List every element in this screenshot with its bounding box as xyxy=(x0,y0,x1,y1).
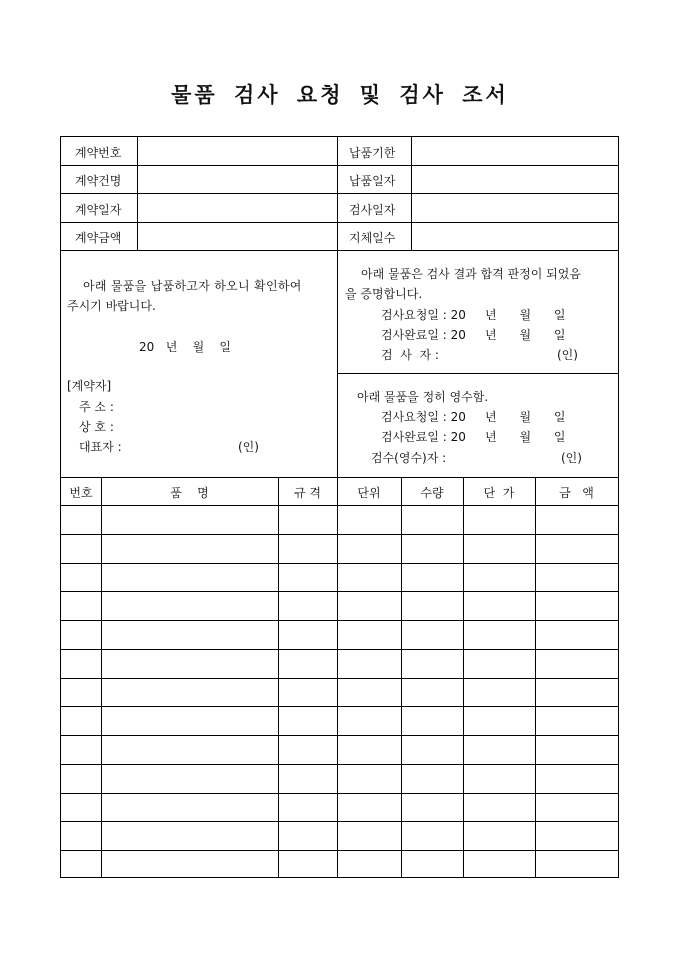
row-divider xyxy=(61,193,618,194)
receiver: 검수(영수)자 : xyxy=(371,451,447,465)
receipt-request-date: 검사요청일 : 20 년 월 일 xyxy=(381,410,566,424)
table-header-cell: 품 명 xyxy=(170,486,209,500)
contractor-seal: (인) xyxy=(238,440,259,454)
form-frame xyxy=(60,136,619,878)
table-header-cell: 금 액 xyxy=(559,486,594,500)
col-divider xyxy=(411,137,412,250)
delivery-date-label: 납품일자 xyxy=(349,174,396,188)
inspection-request-date: 검사요청일 : 20 년 월 일 xyxy=(381,308,566,322)
contractor-address: 주 소 : xyxy=(79,400,114,414)
contract-number-label: 계약번호 xyxy=(75,146,122,160)
table-column-divider xyxy=(278,477,279,877)
table-column-divider xyxy=(535,477,536,877)
table-column-divider xyxy=(337,477,338,877)
row-divider xyxy=(61,250,618,251)
table-header-cell: 수량 xyxy=(420,486,444,500)
table-header-cell: 단 가 xyxy=(483,486,515,500)
request-text-line1: 아래 물품을 납품하고자 하오니 확인하여 xyxy=(83,279,302,293)
section-divider xyxy=(337,373,618,374)
contractor-representative: 대표자 : xyxy=(79,440,122,454)
inspection-text-line2: 을 증명합니다. xyxy=(345,287,423,301)
request-date: 20 년 월 일 xyxy=(139,340,232,354)
receiver-seal: (인) xyxy=(561,451,582,465)
contract-name-label: 계약건명 xyxy=(75,174,122,188)
document-title: 물품 검사 요청 및 검사 조서 xyxy=(171,82,509,107)
center-divider xyxy=(337,137,338,477)
delay-days-label: 지체일수 xyxy=(349,231,396,245)
row-divider xyxy=(61,165,618,166)
receipt-complete-date: 검사완료일 : 20 년 월 일 xyxy=(381,430,566,444)
inspector: 검 사 자 : xyxy=(381,348,439,362)
row-divider xyxy=(61,222,618,223)
contract-date-label: 계약일자 xyxy=(75,203,122,217)
table-column-divider xyxy=(463,477,464,877)
inspection-complete-date: 검사완료일 : 20 년 월 일 xyxy=(381,328,566,342)
receipt-text-line1: 아래 물품을 정히 영수함. xyxy=(357,390,489,404)
table-header-cell: 단위 xyxy=(357,486,381,500)
table-column-divider xyxy=(101,477,102,877)
delivery-deadline-label: 납품기한 xyxy=(349,146,396,160)
contractor-header: [계약자] xyxy=(67,379,112,393)
contractor-company: 상 호 : xyxy=(79,420,114,434)
inspection-date-label: 검사일자 xyxy=(349,203,396,217)
inspection-text-line1: 아래 물품은 검사 결과 합격 판정이 되었음 xyxy=(361,267,581,281)
col-divider xyxy=(137,137,138,250)
table-header-cell: 규 격 xyxy=(294,486,321,500)
table-header-cell: 번호 xyxy=(69,486,93,500)
contract-amount-label: 계약금액 xyxy=(75,231,122,245)
request-text-line2: 주시기 바랍니다. xyxy=(67,299,156,313)
table-column-divider xyxy=(401,477,402,877)
inspector-seal: (인) xyxy=(557,348,578,362)
